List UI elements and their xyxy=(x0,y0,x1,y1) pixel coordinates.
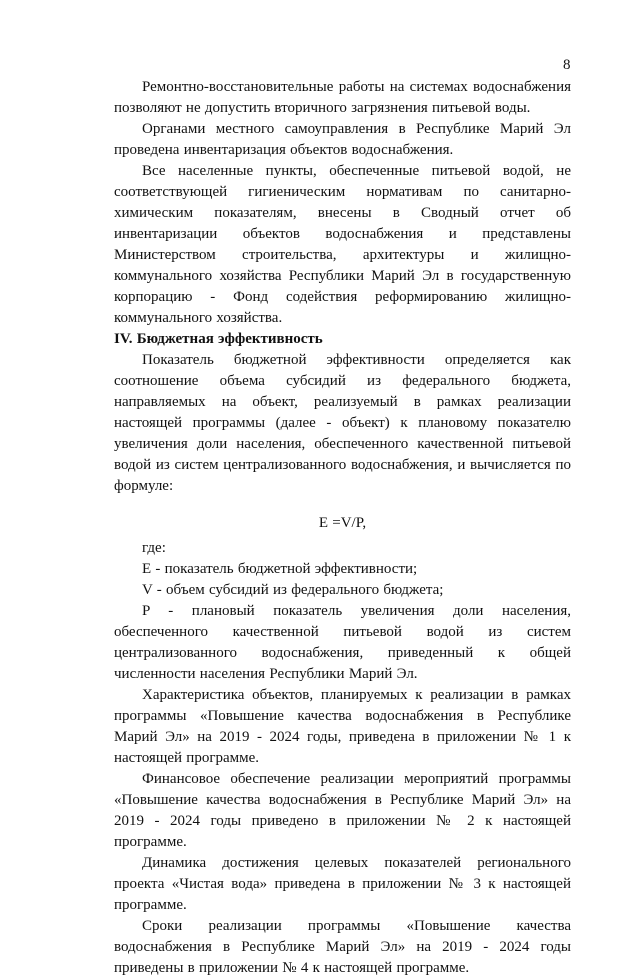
paragraph: Ремонтно-восстановительные работы на системах водоснабжения позволяют не допустить вторичного загрязнения питьевой воды. xyxy=(114,79,571,116)
paragraph: Все населенные пункты, обеспеченные питьевой водой, не соответствующей гигиеническим нормативам по санитарно-химическим показателям, внесены в Сводный отчет об инвентаризации объектов водоснабжения и представлены Министерством строительства, архитектуры и жилищно-коммунального хозяйства Республики Марий Эл в государственную корпорацию - Фонд содействия реформированию жилищно-коммунального хозяйства. xyxy=(114,163,571,326)
formula: E =V/P, xyxy=(318,515,367,531)
paragraph: Показатель бюджетной эффективности определяется как соотношение объема субсидий из федерального бюджета, направляемых на объект, реализуемый в рамках реализации настоящей программы (далее - объект) к плановому показателю увеличения доли населения, обеспеченного качественной питьевой водой из систем централизованного водоснабжения, и вычисляется по формуле: xyxy=(114,352,571,494)
document-body xyxy=(114,77,571,979)
paragraph: Характеристика объектов, планируемых к реализации в рамках программы «Повышение качества водоснабжения в Республике Марий Эл» на 2019 - 2024 годы, приведена в приложении № 1 к настоящей программе. xyxy=(114,687,571,766)
paragraph: Органами местного самоуправления в Республике Марий Эл проведена инвентаризация объектов водоснабжения. xyxy=(114,121,571,158)
page-number: 8 xyxy=(563,57,571,73)
paragraph: Сроки реализации программы «Повышение качества водоснабжения в Республике Марий Эл» на 2019 - 2024 годы приведены в приложении № 4 к настоящей программе. xyxy=(114,918,571,976)
paragraph: Финансовое обеспечение реализации мероприятий программы «Повышение качества водоснабжения в Республике Марий Эл» на 2019 - 2024 годы приведено в приложении № 2 к настоящей программе. xyxy=(114,771,571,850)
section-title: IV. Бюджетная эффективность xyxy=(114,331,323,347)
definition-item: P - плановый показатель увеличения доли населения, обеспеченного качественной питьевой водой из систем централизованного водоснабжения, приведенный к общей численности населения Республики Марий Эл. xyxy=(114,603,571,682)
definition-item: V - объем субсидий из федерального бюджета; xyxy=(142,582,444,598)
paragraph: Динамика достижения целевых показателей регионального проекта «Чистая вода» приведена в приложении № 3 к настоящей программе. xyxy=(114,855,571,913)
where-label: где: xyxy=(142,540,166,556)
definition-item: E - показатель бюджетной эффективности; xyxy=(142,561,418,577)
